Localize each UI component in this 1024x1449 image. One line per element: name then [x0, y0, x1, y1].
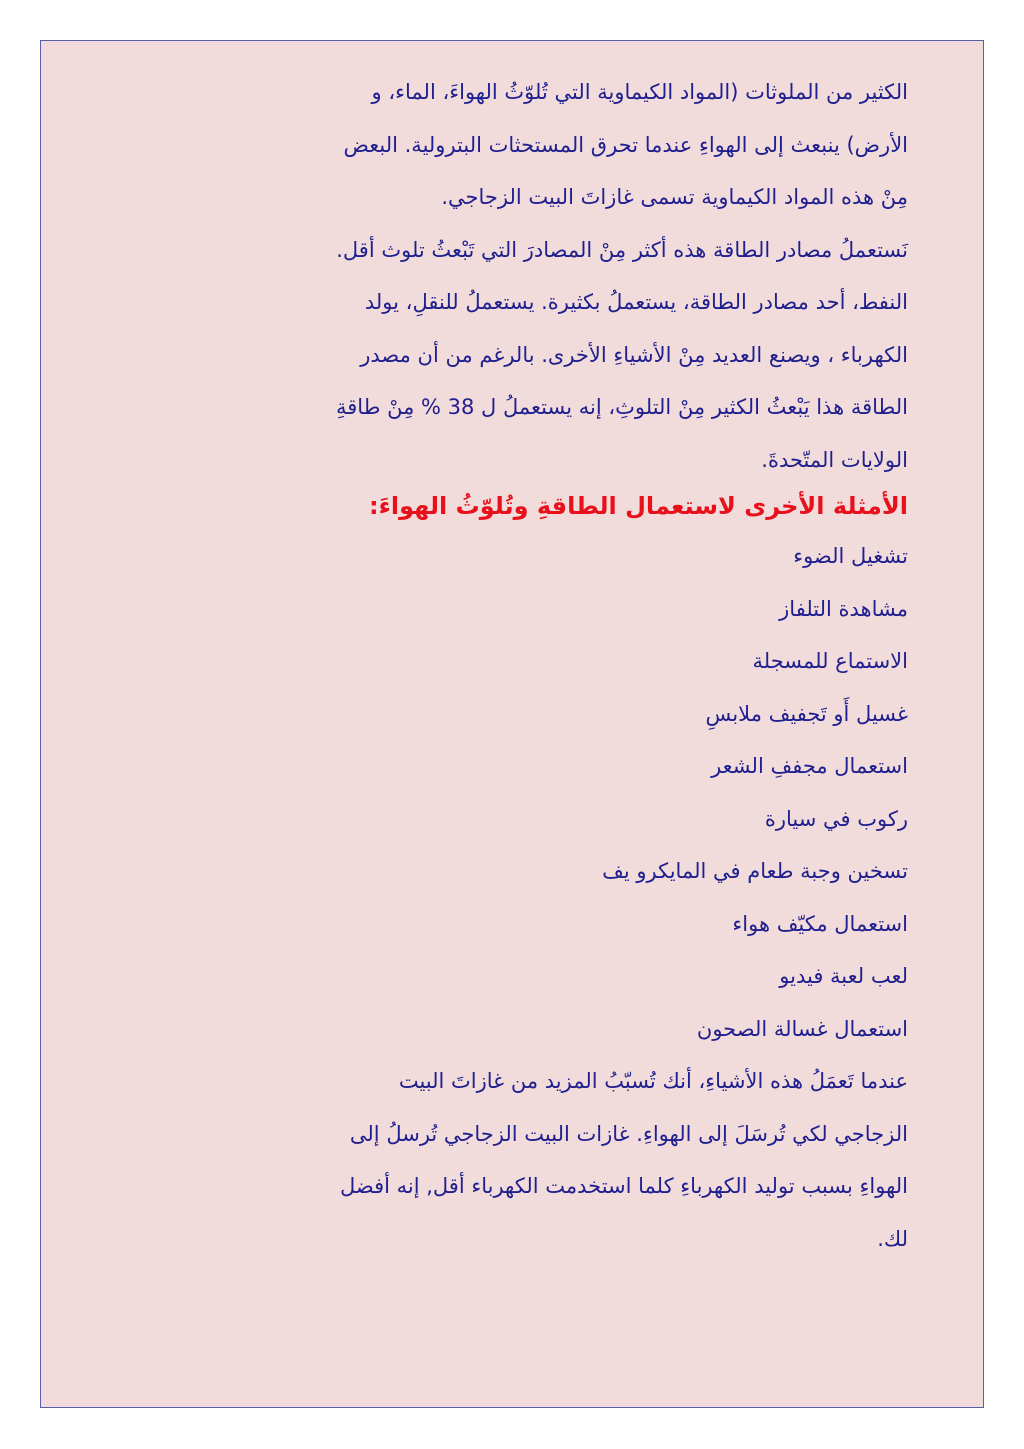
- paragraph-line: الولايات المتّحدةَ.: [761, 447, 908, 472]
- paragraph-line: عندما تَعمَلُ هذه الأشياءِ، أنك تُسبّبُ المزيد من غازاتَ البيت: [398, 1069, 908, 1093]
- paragraph-line: الكثير من الملوثات (المواد الكيماوية التي تُلوّثُ الهواءَ، الماء، و: [371, 80, 908, 104]
- paragraph-pollution: [115, 66, 908, 486]
- list-item: تشغيل الضوء: [793, 544, 908, 568]
- paragraph-line: الأرض) ينبعث إلى الهواءِ عندما تحرق المستحثات البترولية. البعض: [343, 132, 908, 157]
- paragraph-line: الهواءِ بسبب توليد الكهرباءِ كلما استخدمت الكهرباء أقل, إنه أفضل: [339, 1174, 908, 1198]
- examples-list: [115, 530, 908, 1055]
- paragraph-line: النفط، أحد مصادر الطاقة، يستعملُ بكثيرة. يستعملُ للنقلِ، يولد: [364, 290, 908, 314]
- list-item: الاستماع للمسجلة: [752, 649, 908, 673]
- paragraph-line: لك.: [877, 1226, 908, 1251]
- list-item: استعمال مكيّف هواء: [732, 911, 908, 936]
- list-item: لعب لعبة فيديو: [779, 964, 908, 988]
- paragraph-line: الزجاجي لكي تُرسَلَ إلى الهواءِ. غازات البيت الزجاجي تُرسلُ إلى: [349, 1121, 908, 1146]
- list-item: تسخين وجبة طعام في المايكرو يف: [602, 859, 908, 883]
- paragraph-line: نَستعملُ مصادر الطاقة هذه أكثر مِنْ المصادرَ التي تَبْعثُ تلوث أقل.: [336, 237, 908, 262]
- section-heading: الأمثلة الأخرى لاستعمال الطاقةِ وتُلوّثُ الهواءَ:: [369, 492, 908, 520]
- list-item: استعمال غسالة الصحون: [696, 1016, 908, 1041]
- list-item: ركوب في سيارة: [764, 806, 908, 831]
- paragraph-line: الطاقة هذا يَبْعثُ الكثير مِنْ التلوثِ، إنه يستعملُ ل 38 % مِنْ طاقةِ: [336, 395, 908, 419]
- paragraph-line: الكهرباء ، ويصنع العديد مِنْ الأشياءِ الأخرى. بالرغم من أن مصدر: [360, 342, 908, 367]
- list-item: مشاهدة التلفاز: [779, 596, 908, 621]
- paragraph-conclusion: [115, 1055, 908, 1265]
- document-content: [115, 66, 908, 1265]
- paragraph-line: مِنْ هذه المواد الكيماوية تسمى غازاتَ البيت الزجاجي.: [441, 185, 908, 209]
- list-item: غسيل أَو تَجفيف ملابسِ: [705, 701, 908, 726]
- list-item: استعمال مجففِ الشعر: [711, 754, 908, 778]
